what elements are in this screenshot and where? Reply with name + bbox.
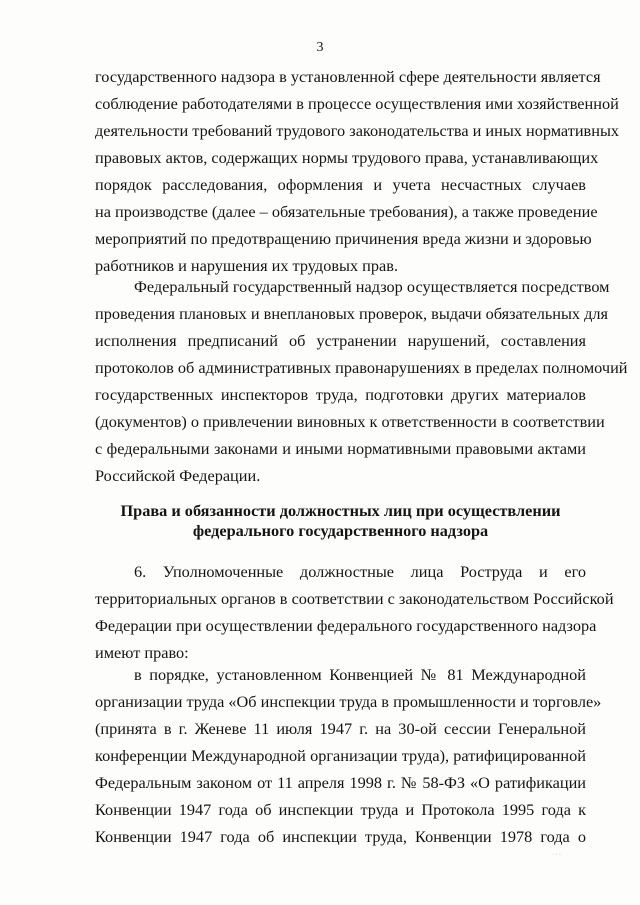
body-line: Конвенции 1947 года об инспекции труда и Протокола 1995 года к [95, 800, 586, 819]
section-heading: Права и обязанности должностных лиц при осуществлении [120, 501, 561, 520]
body-line: имеют право: [95, 643, 189, 662]
body-line: государственного надзора в установленной сфере деятельности является [95, 67, 601, 86]
body-line: мероприятий по предотвращению причинения вреда жизни и здоровью [95, 229, 592, 248]
body-line: проведения плановых и внеплановых проверок, выдачи обязательных для [95, 304, 609, 323]
body-line: исполнения предписаний об устранении нарушений, составления [95, 331, 586, 350]
body-line: Федеральным законом от 11 апреля 1998 г. № 58-ФЗ «О ратификации [95, 773, 586, 792]
body-line: Федерации при осуществлении федерального государственного надзора [95, 616, 597, 635]
body-line: 6. Уполномоченные должностные лица Роструда и его [134, 562, 586, 581]
body-line: Конвенции 1947 года об инспекции труда, Конвенции 1978 года о [95, 827, 586, 846]
scan-mark: · · · [552, 852, 561, 858]
body-line: соблюдение работодателями в процессе осуществления ими хозяйственной [95, 94, 619, 113]
body-line: порядок расследования, оформления и учета несчастных случаев [95, 175, 586, 194]
body-line: территориальных органов в соответствии с законодательством Российской [95, 589, 614, 608]
section-heading: федерального государственного надзора [192, 521, 489, 540]
body-line: работников и нарушения их трудовых прав. [95, 256, 399, 275]
body-line: конференции Международной организации труда), ратифицированной [95, 746, 586, 765]
body-line: государственных инспекторов труда, подготовки других материалов [95, 385, 586, 404]
body-line: деятельности требований трудового законодательства и иных нормативных [95, 121, 620, 140]
body-line: на производстве (далее – обязательные требования), а также проведение [95, 202, 598, 221]
body-line: (документов) о привлечении виновных к ответственности в соответствии [95, 412, 605, 431]
body-line: Российской Федерации. [95, 466, 261, 485]
body-line: в порядке, установленном Конвенцией № 81 Международной [134, 665, 586, 684]
body-line: Федеральный государственный надзор осуществляется посредством [134, 277, 610, 296]
body-line: правовых актов, содержащих нормы трудового права, устанавливающих [95, 148, 599, 167]
body-line: организации труда «Об инспекции труда в промышленности и торговле» [95, 692, 602, 711]
body-line: (принята в г. Женеве 11 июля 1947 г. на 30-ой сессии Генеральной [95, 719, 586, 738]
page-number: 3 [316, 40, 324, 55]
body-line: протоколов об административных правонарушениях в пределах полномочий [95, 358, 628, 377]
body-line: с федеральными законами и иными нормативными правовыми актами [95, 439, 586, 458]
